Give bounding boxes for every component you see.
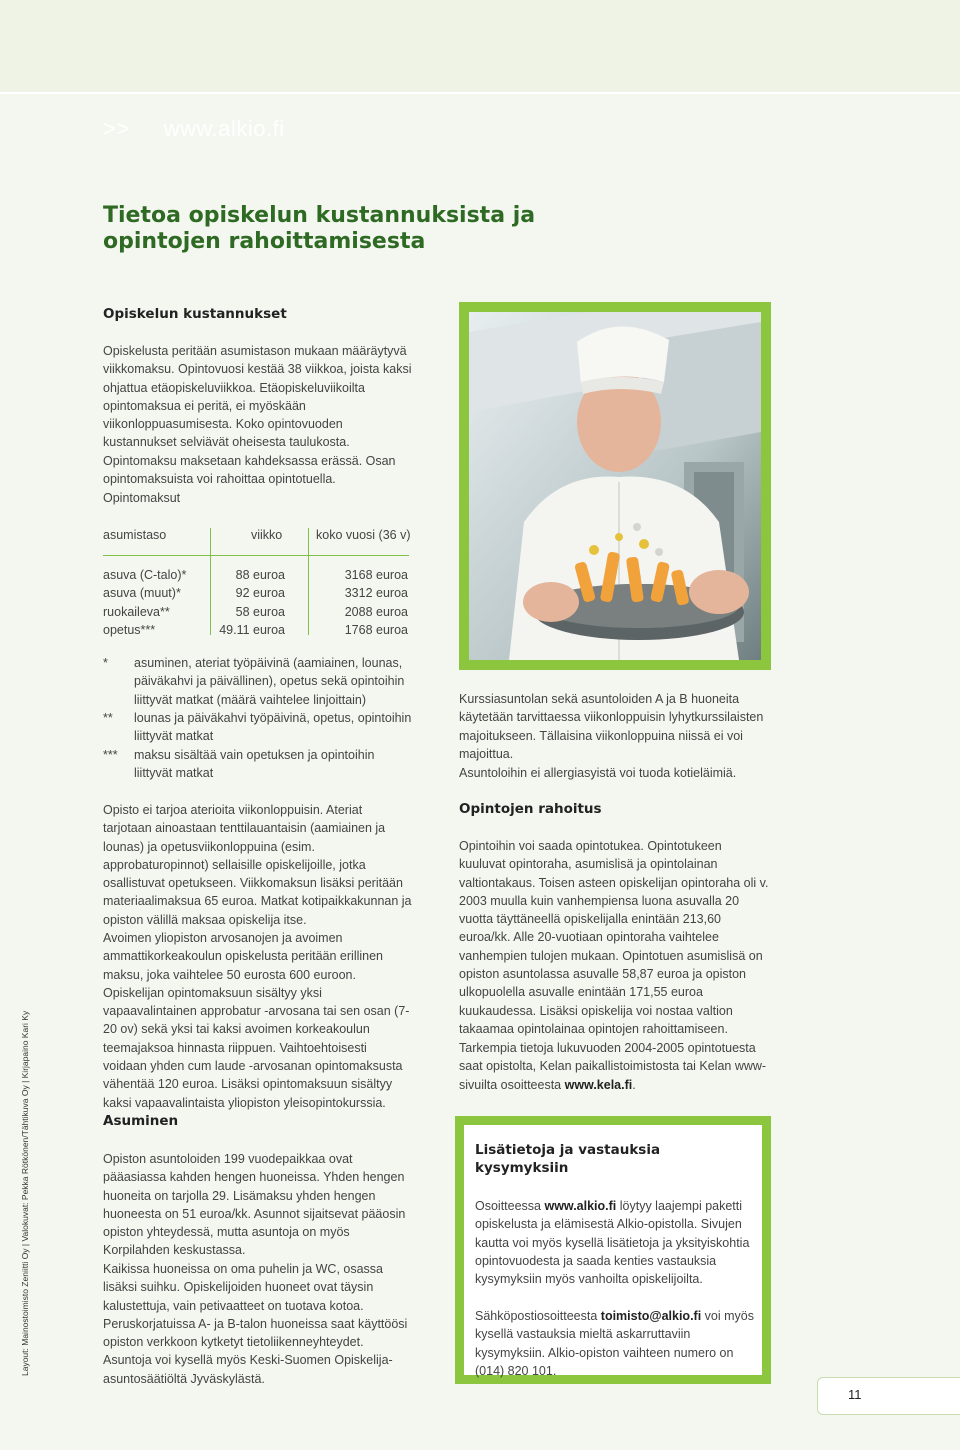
funding-paragraph-2 [459, 1039, 771, 1094]
housing-paragraph-2: Kaikissa huoneissa on oma puhelin ja WC, osassa lisäksi suihku. Opiskelijoiden huoneet ovat täysin kalustettuja, vain petivaatteet on tuotava kotoa. Peruskorjatuissa A- ja B-talon huoneissa saat käyttöösi opiston verkkoon kytketyt tietoliikenneyhteydet. Asuntoja voi kysellä myös Keski-Suomen Opiskelija-asuntosäätiöltä Jyväskylästä. [103, 1262, 408, 1386]
fees-table [103, 528, 413, 641]
funding-text-end: . [632, 1077, 636, 1092]
table-cell: 1768 euroa [344, 622, 408, 637]
table-cell: 3312 euroa [344, 586, 408, 601]
email-link[interactable]: toimisto@alkio.fi [600, 1309, 702, 1323]
chef-illustration [469, 312, 761, 660]
photo-frame [459, 302, 771, 670]
top-band [0, 0, 960, 94]
table-row [103, 568, 413, 586]
footnote-mark: * [103, 656, 108, 670]
info-box-inner [464, 1125, 762, 1378]
meals-paragraph: Opisto ei tarjoa aterioita viikonloppuisin. Ateriat tarjotaan ainoastaan tenttilauantaisin (aamiainen ja lounas) ja opetusviikonloppuina (esim. approbaturopinnot) sellaisille opiskelijoille, jotka osallistuvat opetukseen. Viikkomaksun lisäksi peritään materiaalimaksua 65 euroa. Matkat kotipaikkakunnan ja opiston välillä maksaa opiskelija itse. [103, 803, 412, 927]
funding-text: Tarkempia tietoja lukuvuoden 2004-2005 opintotuesta saat opistolta, Kelan paikallistoimistosta tai Kelan www-sivuilta osoitteesta [459, 1041, 767, 1092]
page-number-box [817, 1377, 960, 1415]
table-cell: 49.11 euroa [219, 622, 285, 637]
site-url[interactable]: www.alkio.fi [163, 116, 285, 141]
table-divider [308, 528, 309, 635]
info-text: Osoitteessa [475, 1199, 545, 1213]
table-row [103, 605, 413, 623]
header-level: asumistaso [103, 528, 167, 542]
footnote-text: maksu sisältää vain opetuksen ja opintoihin liittyvät matkat [134, 748, 375, 781]
costs-paragraph: Opiskelusta peritään asumistason mukaan määräytyvä viikkomaksu. Opintovuosi kestää 38 viikkoa, joista kaksi ohjattua etäopiskeluviikkoa. Etäopiskeluviikoilta opintomaksua ei peritä, ei myöskään viikonloppuasumisesta. Koko opintovuoden kustannukset selviävät oheisesta taulukosta. Opintomaksu maksetaan kahdeksassa erässä. Osan opintomaksuista voi rahoittaa opintotuella. [103, 344, 412, 487]
table-cell: ruokaileva** [103, 604, 170, 619]
housing-heading: Asuminen [103, 1113, 179, 1129]
footnote-text: asuminen, ateriat työpäivinä (aamiainen, lounas, päiväkahvi ja päivällinen), opetus sekä opintoihin liittyvät matkat (määrä vaihtelee linjoittain) [134, 656, 405, 707]
footnote-mark: *** [103, 748, 118, 762]
table-row [103, 623, 413, 641]
info-paragraph-1 [475, 1197, 755, 1288]
open-university-paragraph: Avoimen yliopiston arvosanojen ja avoimen ammattikorkeakoulun opiskelusta peritään erillinen maksu, joka vaihtelee 50 eurosta 600 euroon. Opiskelijan opintomaksuun sisältyy yksi vapaavalintainen approbatur -arvosana tai sen osan (7-20 ov) sekä yksi tai kaksi avoimen korkeakoulun teemajaksoa hinnasta riippuen. Vaihtoehtoisesti voidaan yhden cum laude -arvosanan opintomaksusta vähentää 120 euroa. Lisäksi opintomaksuun sisältyy kaksi vapaavalintaista yliopiston yleisopintokurssia. [103, 931, 410, 1110]
table-cell: asuva (C-talo)* [103, 568, 187, 582]
funding-paragraph-1: Opintoihin voi saada opintotukea. Opintotukeen kuuluvat opintoraha, asumislisä ja opintolainan valtiontakaus. Toisen asteen opiskelijan opintoraha oli v. 2003 muulla kuin vanhempiensa luona asuvalla 20 vuotta täyttäneellä opiskelijalla enintään 213,60 euroa/kk. Alle 20-vuotiaan opintoraha vaihtelee vanhempien tulojen mukaan. Opintotuen asumislisä on opiston asuntolassa asuvalle 58,87 euroa ja opiston ulkopuolella asuvalle enintään 171,55 euroa kuukaudessa. Lisäksi opiskelija voi nostaa valtion takaamaa opintolainaa opintojen rahoittamiseen. [459, 839, 769, 1036]
table-cell: 88 euroa [235, 568, 285, 582]
table-cell: asuva (muut)* [103, 586, 181, 601]
footnote-mark: ** [103, 711, 113, 725]
photo-caption: Kurssiasuntolan sekä asuntoloiden A ja B huoneita käytetään tarvittaessa viikonloppuisin lyhytkurssilaisten majoitukseen. Tällaisina viikonloppuina niissä ei voi majoittua. [459, 692, 764, 761]
pets-note: Asuntoloihin ei allergiasyistä voi tuoda kotieläimiä. [459, 766, 737, 780]
housing-paragraph-1: Opiston asuntoloiden 199 vuodepaikkaa ovat pääasiassa kahden hengen huoneissa. Yhden hengen huoneita on tarjolla 29. Lisämaksu yhden hengen huoneesta on 51 euroa/kk. Asunnot sijaitsevat pääosin opiston yhteydessä, mutta asuntoja on myös Korpilahden keskustassa. [103, 1152, 406, 1258]
table-cell: 3168 euroa [344, 568, 408, 582]
costs-heading: Opiskelun kustannukset [103, 306, 287, 322]
table-cell: 92 euroa [235, 586, 285, 601]
table-header-rule [103, 555, 409, 556]
chef-photo [469, 312, 761, 660]
table-cell: opetus*** [103, 622, 156, 637]
table-row [103, 586, 413, 604]
info-text: Sähköpostiosoitteesta [475, 1309, 601, 1323]
info-paragraph-2 [475, 1307, 755, 1380]
alkio-link[interactable]: www.alkio.fi [544, 1199, 617, 1213]
table-cell: 58 euroa [235, 604, 285, 619]
table-divider [210, 528, 211, 635]
info-heading: Lisätietoja ja vastauksia kysymyksiin [475, 1142, 661, 1176]
page-number: 11 [848, 1387, 862, 1402]
info-box [455, 1116, 771, 1384]
table-cell: 2088 euroa [344, 604, 408, 619]
page-title: Tietoa opiskelun kustannuksista ja opintojen rahoittamisesta [103, 203, 536, 254]
table-header-row [103, 528, 413, 568]
table-title: Opintomaksut [103, 491, 181, 505]
kela-link[interactable]: www.kela.fi [564, 1077, 633, 1092]
header-year: koko vuosi (36 v) [316, 528, 411, 542]
credits-vertical: Layout: Mainostoimisto Zeniitti Oy | Valokuvat: Pekka Rötkönen/Tähtikuva Oy | Kirjapaino Kari Ky [20, 1010, 30, 1376]
footnote-text: lounas ja päiväkahvi työpäivinä, opetus, opintoihin liittyvät matkat [134, 711, 412, 744]
arrows-glyph: >> [103, 116, 130, 141]
site-url-line [103, 116, 285, 142]
header-week: viikko [251, 528, 283, 542]
info-text: voi myös kysellä vastauksia mieltä askarruttaviin kysymyksiin. Alkio-opiston vaihteen numero on (014) 820 101. [475, 1309, 754, 1378]
info-text: löytyy laajempi paketti opiskelusta ja elämisestä Alkio-opistolla. Sivujen kautta voi myös kysellä lisätietoja ja yksityiskohtia opintovuodesta ja saada kenties vastauksia kysymyksiin myös vanhoilta opiskelijoilta. [475, 1199, 750, 1287]
funding-heading: Opintojen rahoitus [459, 801, 602, 817]
